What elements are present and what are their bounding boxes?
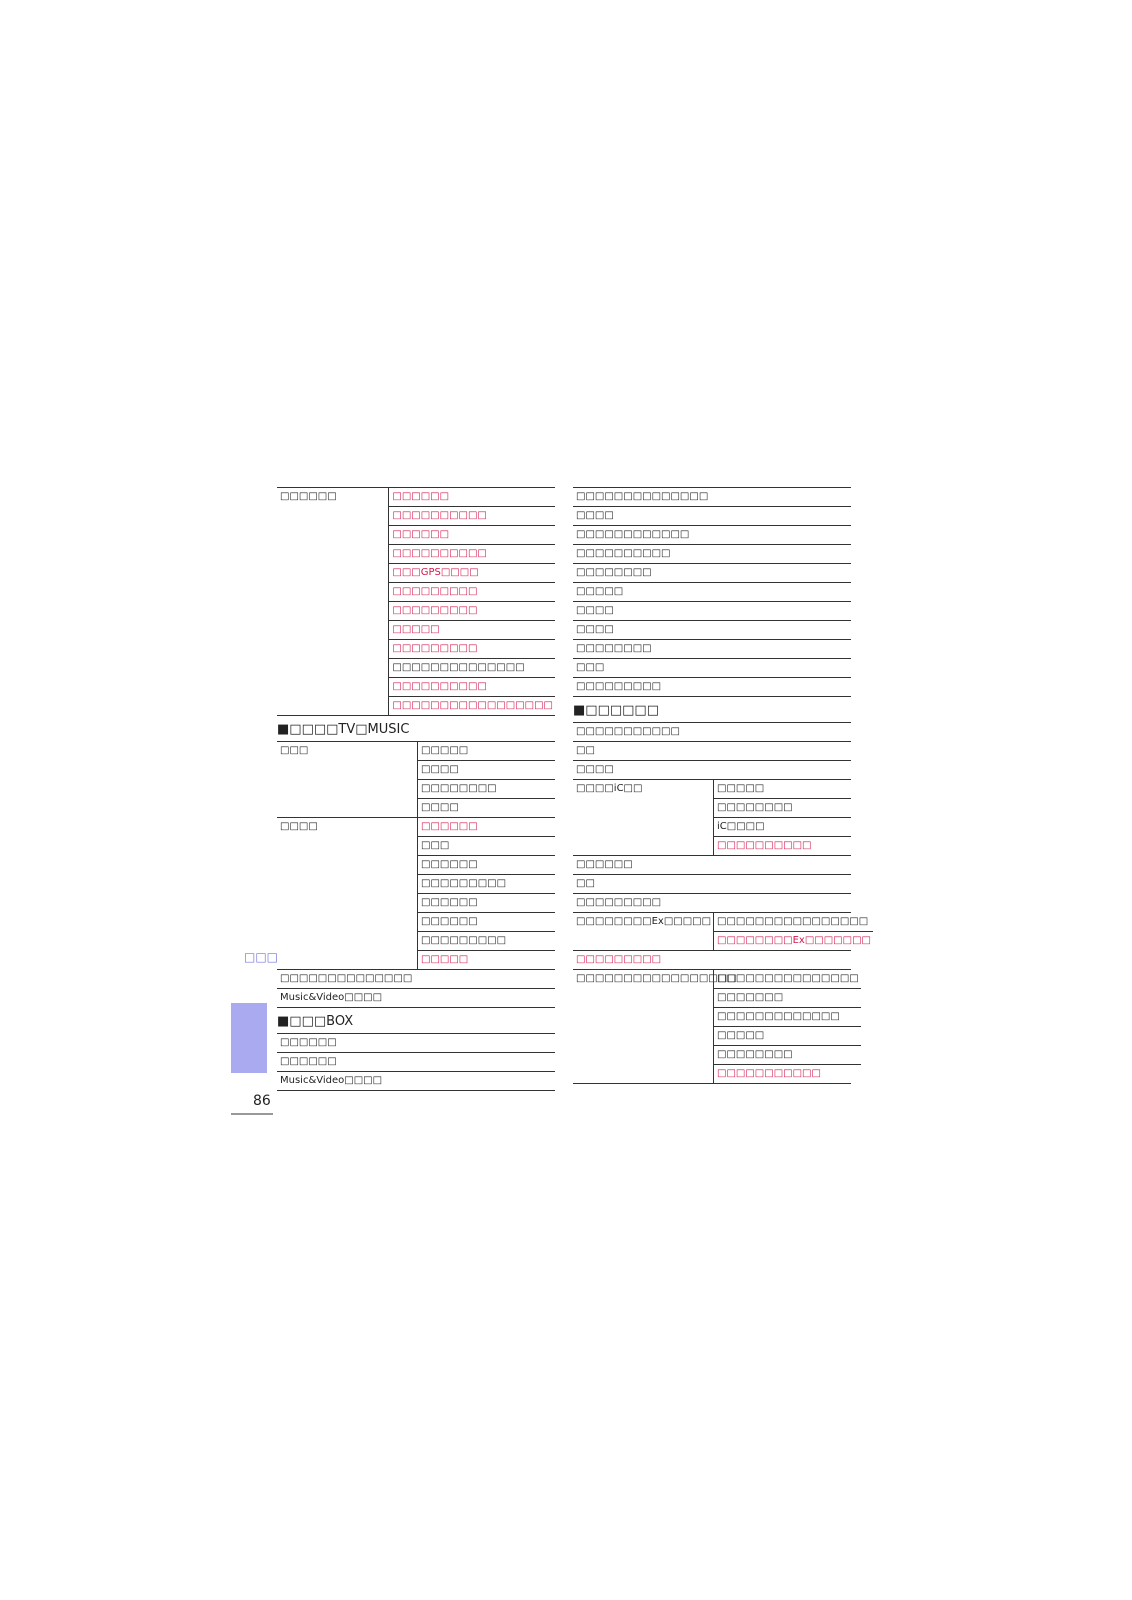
row-text: □□ [576,878,595,889]
list-item: □□□□□□ [418,818,555,837]
list-item: □□□ [418,837,555,856]
list-item: □□□□□□ [389,526,555,545]
list-item: □□□□□□□□□ [389,583,555,602]
table-row [573,602,851,621]
row-text: □□□□□□□□□□□□□□ [280,973,413,984]
list-item: □□□□□□□□□ [418,875,555,894]
row-text: □□□□ [576,624,614,635]
table-row [573,875,851,894]
sub-list [713,780,851,855]
table-row [277,1053,555,1072]
table-row [573,487,851,507]
list-item: □□□□□ [418,742,555,761]
table-row [573,621,851,640]
table-row [573,970,859,1084]
table-row [573,678,851,697]
list-item: □□□□□□□□ [418,780,555,799]
row-text: □□□□□□□□□□□□□□ [576,491,709,502]
row-text: □□□□□□ [280,1037,337,1048]
list-item: □□□□□□□□ [714,1046,861,1065]
sub-list [713,913,873,950]
row-label: □□□□□□□□Ex□□□□□ [576,916,712,927]
right-column [573,487,871,1084]
row-label: □□□ [280,745,309,756]
row-text: □□□□□□□□ [576,567,652,578]
table-row [573,742,851,761]
list-item: □□□□□ [421,954,469,965]
sub-list [713,970,861,1083]
row-text: □□□□□□□□□ [576,897,662,908]
list-item: □□□□ [421,802,459,813]
sub-list [417,818,555,969]
list-item: □□□□□□ [418,856,555,875]
chapter-tab [231,1003,267,1073]
page-number-underline [231,1113,273,1115]
list-item: □□□GPS□□□□ [389,564,555,583]
row-text: □□ [576,745,595,756]
section-heading-tv: ■□□□□TV□MUSIC [277,716,555,742]
row-label: □□□□□□□□□□□□□□□□□ [576,973,737,984]
row-text: □□□□□□ [576,859,633,870]
table-row [573,761,851,780]
row-text: Music&Video□□□□ [280,1075,383,1086]
table-row [277,989,555,1008]
list-item: □□□□□□□□□□□ [717,1068,821,1079]
row-label: □□□□iC□□ [576,783,643,794]
list-item: □□□□□ [714,1027,861,1046]
list-item: iC□□□□ [714,818,851,837]
table-row [573,507,851,526]
list-item: □□□□□□□□□ [418,932,555,951]
list-item: □□□□□□□□□□□□□ [714,1008,861,1027]
list-item: □□□□□□□□□□□□□□□□ [714,913,873,932]
sub-list [417,742,555,817]
side-label: □□□ [244,950,279,964]
row-label: □□□□ [280,821,318,832]
table-row [277,487,555,716]
row-text: □□□□□□□□□□ [576,548,671,559]
row-text: □□□□□□□□□ [576,681,662,692]
row-label: □□□□□□ [280,491,337,502]
list-item: □□□□□ [389,621,555,640]
table-row [277,742,555,818]
list-item: □□□□□□□□□□ [389,678,555,697]
table-row [277,1034,555,1053]
table-row [277,818,555,970]
table-row [573,583,851,602]
row-text: □□□□□ [576,586,624,597]
table-row [573,545,851,564]
list-item: □□□□□□□□Ex□□□□□□□ [717,935,871,946]
list-item: □□□□□□ [389,488,555,507]
row-text: □□□□□□□□ [576,643,652,654]
section-heading-box: ■□□□BOX [277,1008,555,1034]
row-text: □□□□ [576,510,614,521]
list-item: □□□□□□□□□□ [717,840,812,851]
row-text: □□□□ [576,605,614,616]
row-text: □□□□ [576,764,614,775]
row-text: □□□□□□□□□ [576,954,662,965]
list-item: □□□□□□□□□□□□□□□ [714,970,861,989]
table-row [573,951,851,970]
list-item: □□□□□□ [418,894,555,913]
row-text: □□□□□□□□□□□□ [576,529,690,540]
table-row [573,723,851,742]
row-text: □□□□□□□□□□□ [576,726,680,737]
list-item: □□□□□□□□□□□□□□□□□ [392,700,553,711]
list-item: □□□□□□□ [714,989,861,1008]
table-row [573,780,851,856]
list-item: □□□□ [418,761,555,780]
table-row [573,659,851,678]
list-item: □□□□□□□□ [714,799,851,818]
table-row [573,564,851,583]
table-row [573,894,851,913]
table-row [573,640,851,659]
list-item: □□□□□□□□□□ [389,545,555,564]
row-text: □□□□□□ [280,1056,337,1067]
list-item: □□□□□□□□□□□□□□ [389,659,555,678]
table-row [277,1072,555,1091]
page-number: 86 [253,1093,271,1109]
list-item: □□□□□□ [418,913,555,932]
list-item: □□□□□□□□□□ [389,507,555,526]
section-heading-2: ■□□□□□□ [573,697,851,723]
row-text: Music&Video□□□□ [280,992,383,1003]
table-row [573,913,871,951]
table-row [277,970,555,989]
row-text: □□□ [576,662,605,673]
sub-list [388,488,555,715]
left-column [277,487,555,1091]
list-item: □□□□□ [714,780,851,799]
table-row [573,856,851,875]
list-item: □□□□□□□□□ [389,602,555,621]
list-item: □□□□□□□□□ [389,640,555,659]
table-row [573,526,851,545]
